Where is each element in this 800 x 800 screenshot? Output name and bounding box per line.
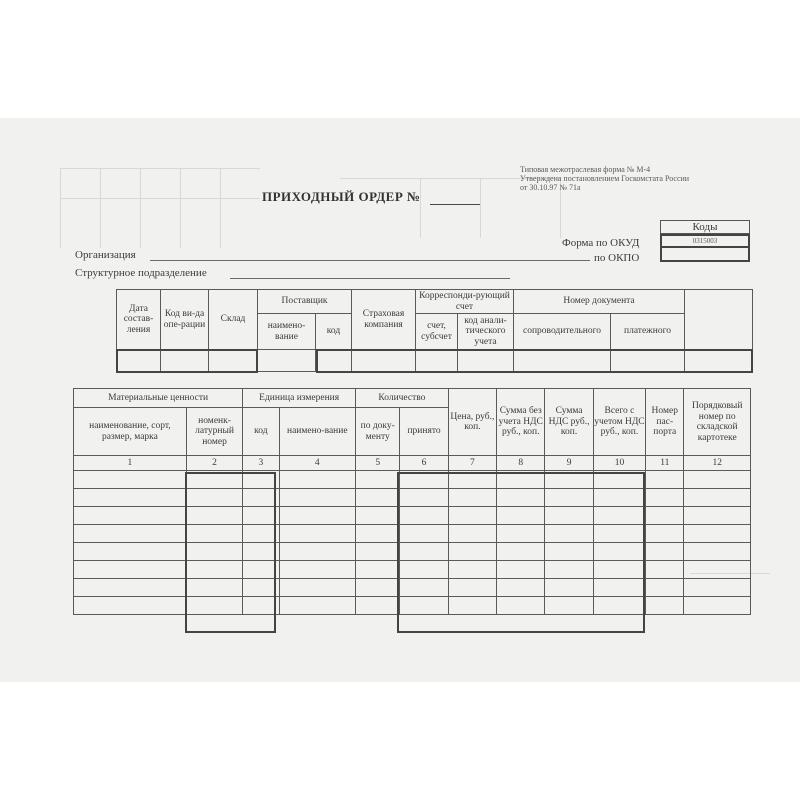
col-number: 9 (545, 456, 593, 471)
h-card: Порядковый номер по складской картотеке (684, 389, 751, 456)
organization-field[interactable] (150, 260, 590, 261)
col-corr-account: Корреспонди-рующий счет (416, 290, 514, 314)
col-account: счет, субсчет (416, 314, 458, 350)
col-number: 11 (646, 456, 684, 471)
col-insurance: Страховая компания (352, 290, 416, 350)
top-bold-left (116, 349, 258, 373)
page-title: ПРИХОДНЫЙ ОРДЕР № (262, 189, 421, 204)
col-number: 4 (279, 456, 356, 471)
col-number: 10 (593, 456, 645, 471)
h-unit: Единица измерения (243, 389, 356, 408)
col-op-code: Код ви-да опе-рации (161, 290, 209, 350)
form-type-note (520, 165, 760, 192)
h-material-name: наименование, сорт, размер, марка (74, 408, 187, 456)
form-sheet (0, 118, 800, 682)
cell-supplier-name[interactable] (258, 350, 316, 372)
col-accompanying: сопроводительного (514, 314, 611, 350)
col-warehouse: Склад (209, 290, 258, 350)
h-nomenclature: номенк-латурный номер (186, 408, 242, 456)
order-number-line (430, 204, 480, 205)
col-number: 12 (684, 456, 751, 471)
col-payment: платежного (611, 314, 685, 350)
col-supplier-code: код (316, 314, 352, 350)
department-label: Структурное подразделение (75, 267, 207, 279)
codes-header: Коды (660, 220, 750, 234)
h-total: Всего с учетом НДС руб., коп. (593, 389, 645, 456)
okpo-label: по ОКПО (594, 252, 640, 264)
okud-label: Форма по ОКУД (562, 237, 640, 249)
h-unit-code: код (243, 408, 279, 456)
h-sum-no-vat: Сумма без учета НДС руб., коп. (497, 389, 545, 456)
h-unit-name: наимено-вание (279, 408, 356, 456)
col-number: 7 (448, 456, 496, 471)
col-number: 5 (356, 456, 400, 471)
okud-code-cell: 0315003 (660, 234, 750, 248)
column-number-row (74, 456, 751, 471)
col-supplier-name: наимено-вание (258, 314, 316, 350)
h-price: Цена, руб., коп. (448, 389, 496, 456)
h-passport: Номер пас-порта (646, 389, 684, 456)
col-date: Дата состав-ления (117, 290, 161, 350)
form-note-line-1: Типовая межотраслевая форма № М-4 (520, 165, 651, 174)
col-number: 2 (186, 456, 242, 471)
okpo-code-cell (660, 248, 750, 262)
col-doc-number: Номер документа (514, 290, 685, 314)
h-material: Материальные ценности (74, 389, 243, 408)
col-number: 8 (497, 456, 545, 471)
col-number: 3 (243, 456, 279, 471)
bold-group-nomenclature-code (185, 472, 276, 633)
h-qty-accepted: принято (400, 408, 448, 456)
form-note-line-2: Утверждена постановлением Госкомстата России (520, 174, 690, 183)
col-extra (685, 290, 753, 350)
department-field[interactable] (230, 278, 510, 279)
h-vat: Сумма НДС руб., коп. (545, 389, 593, 456)
h-quantity: Количество (356, 389, 449, 408)
col-supplier: Поставщик (258, 290, 352, 314)
top-bold-right (316, 349, 753, 373)
form-note-line-3: от 30.10.97 № 71а (520, 183, 581, 192)
h-qty-doc: по доку-менту (356, 408, 400, 456)
col-number: 1 (74, 456, 187, 471)
col-analytic-code: код анали-тического учета (458, 314, 514, 350)
col-number: 6 (400, 456, 448, 471)
bold-group-amounts (397, 472, 645, 633)
organization-label: Организация (75, 249, 136, 261)
